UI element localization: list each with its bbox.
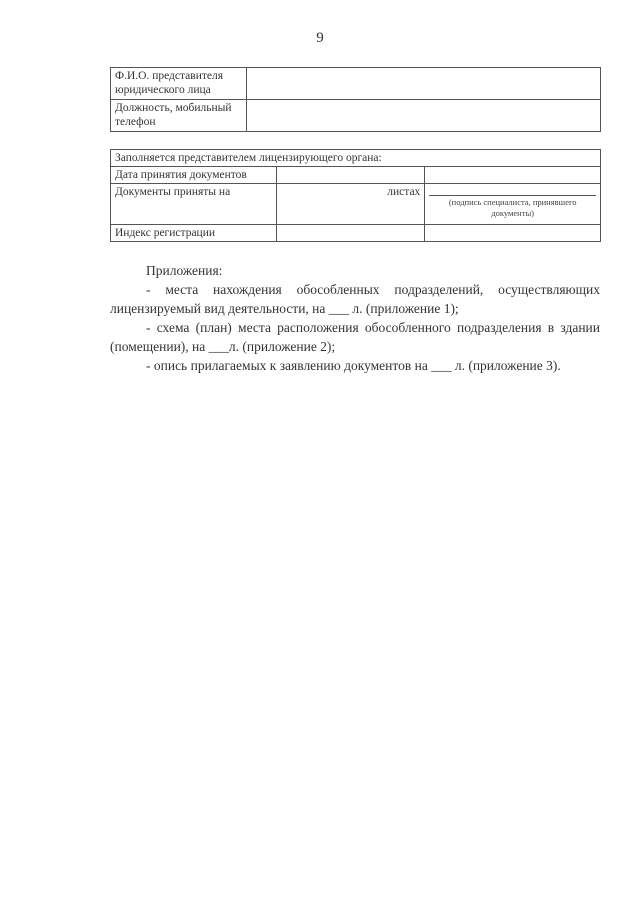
- position-value[interactable]: [247, 100, 601, 132]
- appendix-item-2: - схема (план) места расположения обособленного подразделения в здании (помещении), на ___л. (приложение 2);: [110, 320, 600, 354]
- authority-header-row: [111, 150, 601, 167]
- fio-label: Ф.И.О. представителя юридического лица: [111, 68, 247, 100]
- signature-cell[interactable]: [425, 184, 601, 225]
- docs-row: [111, 184, 601, 225]
- signature-caption: (подпись специалиста, принявшего документы): [429, 195, 596, 219]
- page-number: 9: [316, 30, 324, 46]
- index-value[interactable]: [277, 225, 425, 242]
- position-row: [111, 100, 601, 132]
- index-row: [111, 225, 601, 242]
- index-label: Индекс регистрации: [111, 225, 277, 242]
- date-row: [111, 167, 601, 184]
- date-extra: [425, 167, 601, 184]
- date-value[interactable]: [277, 167, 425, 184]
- date-label: Дата принятия документов: [111, 167, 277, 184]
- appendices-section: [110, 261, 600, 375]
- position-label: Должность, мобильный телефон: [111, 100, 247, 132]
- index-extra: [425, 225, 601, 242]
- appendix-item-1: - места нахождения обособленных подразделений, осуществляющих лицензируемый вид деятельности, на ___ л. (приложение 1);: [110, 282, 600, 316]
- authority-header: Заполняется представителем лицензирующего органа:: [111, 150, 601, 167]
- docs-label: Документы приняты на: [111, 184, 277, 225]
- docs-unit: листах: [387, 186, 421, 198]
- docs-count-cell[interactable]: [277, 184, 425, 225]
- applicant-table: [110, 67, 601, 132]
- appendices-title: Приложения:: [146, 263, 223, 278]
- appendix-item-3: - опись прилагаемых к заявлению документов на ___ л. (приложение 3).: [146, 358, 561, 373]
- fio-value[interactable]: [247, 68, 601, 100]
- fio-row: [111, 68, 601, 100]
- authority-table: [110, 149, 601, 242]
